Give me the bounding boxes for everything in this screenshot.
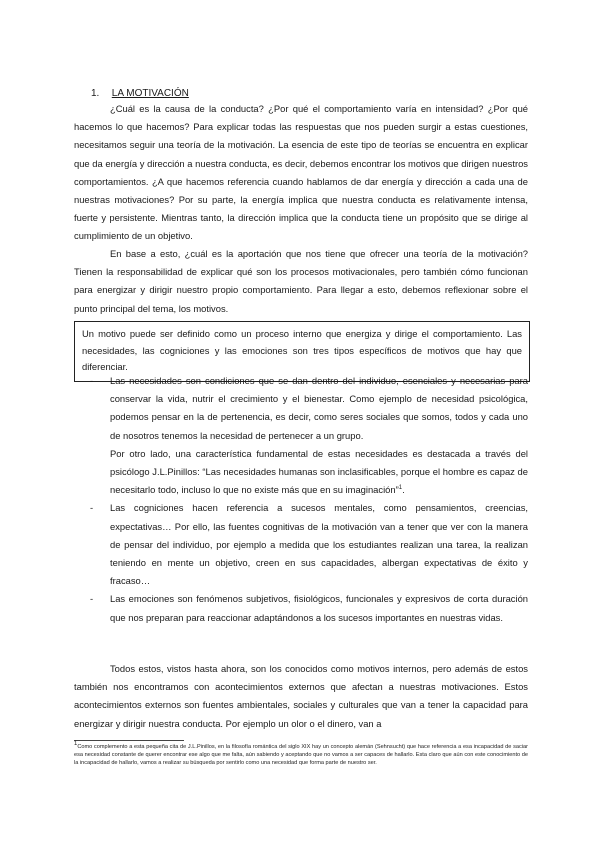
needs-continuation (110, 445, 528, 500)
needs-end: . (402, 484, 405, 496)
bullet-dash: - (90, 593, 94, 605)
footnote-reference[interactable]: 1 (398, 485, 403, 492)
list-item-emotions (90, 590, 528, 626)
footnote (74, 743, 528, 768)
list-item-cognitions (90, 499, 528, 590)
section-number: 1. (91, 88, 100, 99)
footnote-mark: 1 (74, 741, 78, 748)
emotions-text: Las emociones son fenómenos subjetivos, fisiológicos, funcionales y expresivos de corta duración que nos preparan para reaccionar adaptándonos a los sucesos importantes en nuestras vidas. (110, 593, 528, 623)
external-motives-paragraph: Todos estos, vistos hasta ahora, son los conocidos como motivos internos, pero además de estos también nos encontramos con acontecimientos externos que afectan a nuestras motivaciones. Estos acontecimientos externos son fuentes ambientales, sociales y culturales que van a tener la capacidad para energizar y dirigir nuestra conducta. Por ejemplo un olor o el dinero, van a (74, 663, 528, 729)
bullet-dash: - (90, 502, 94, 514)
motive-types-list (90, 372, 528, 627)
section-title: LA MOTIVACIÓN (111, 88, 189, 99)
footnote-text: Como complemento a esta pequeña cita de J.L.Pinillos, en la filosofía romántica del siglo XIX hay un concepto alemán (Sehnsucht) que hace referencia a esa incapacidad de saciar esa necesidad constante de querer encontrar ese algo que me falta, aún sabiendo y aceptando que no vamos a ser capaces de hallarlo. Esta claro que aún con este conocimiento de la incapacidad de hallarlo, vamos a realizar su búsqueda por sentirlo como una necesidad que forma parte de nuestro ser. (74, 744, 528, 767)
bullet-dash: - (90, 375, 94, 386)
definition-box: Un motivo puede ser definido como un proceso interno que energiza y dirige el comportamiento. Las necesidades, las cogniciones y las emociones son tres tipos específicos de motivos que hay que diferenciar. (74, 321, 530, 382)
section-heading (91, 88, 189, 99)
intro-paragraph: ¿Cuál es la causa de la conducta? ¿Por qué el comportamiento varía en intensidad? ¿Por qué hacemos lo que hacemos? Para explicar todas las respuestas que nos pueden surgir a estas cuestiones, necesitamos seguir una teoría de la motivación. La esencia de este tipo de teorías se encuentra en explicar que da energía y dirección a nuestra conducta, es decir, debemos encontrar los motivos que dirigen nuestros comportamientos. ¿A que hacemos referencia cuando hablamos de dar energía y dirección a cada una de nuestras motivaciones? Por su parte, la energía implica que nuestra conducta es relativamente intensa, fuerte y persistente. Mientras tanto, la dirección implica que la conducta tiene un propósito que se dirige al cumplimiento de un objetivo. (74, 103, 528, 242)
cognitions-text: Las cogniciones hacen referencia a sucesos mentales, como pensamientos, creencias, expectativas… Por ello, las fuentes cognitivas de la motivación van a tener que ver con la manera de pensar del individuo, por ejemplo a medida que los estudiantes realizan una tarea, la realizan teniendo en mente un objetivo, creen en sus capacidades, albergan expectativas de éxito y fracaso… (110, 502, 528, 587)
footnote-divider (74, 740, 184, 741)
list-item-needs (90, 372, 528, 499)
theory-paragraph: En base a esto, ¿cuál es la aportación que nos tiene que ofrecer una teoría de la motivación? Tienen la responsabilidad de explicar qué son los procesos motivacionales, pero también cómo funcionan para energizar y dirigir nuestro propio comportamiento. Para llegar a esto, debemos reflexionar sobre el punto principal del tema, los motivos. (74, 248, 528, 314)
needs-text: Las necesidades son condiciones que se dan dentro del individuo, esenciales y necesarias para conservar la vida, nutrir el crecimiento y el bienestar. Como ejemplo de necesidad psicológica, podemos pensar en la de pertenencia, es decir, como seres sociales que somos, todos y cada uno de nosotros tenemos la necesidad de pertenecer a un grupo. (110, 375, 528, 441)
needs-quote-text: Por otro lado, una característica fundamental de estas necesidades es destacada a través del psicólogo J.L.Pinillos: “Las necesidades humanas son inclasificables, porque el hombre es capaz de necesitarlo todo, incluso lo que no existe más que en su imaginación” (110, 447, 528, 496)
